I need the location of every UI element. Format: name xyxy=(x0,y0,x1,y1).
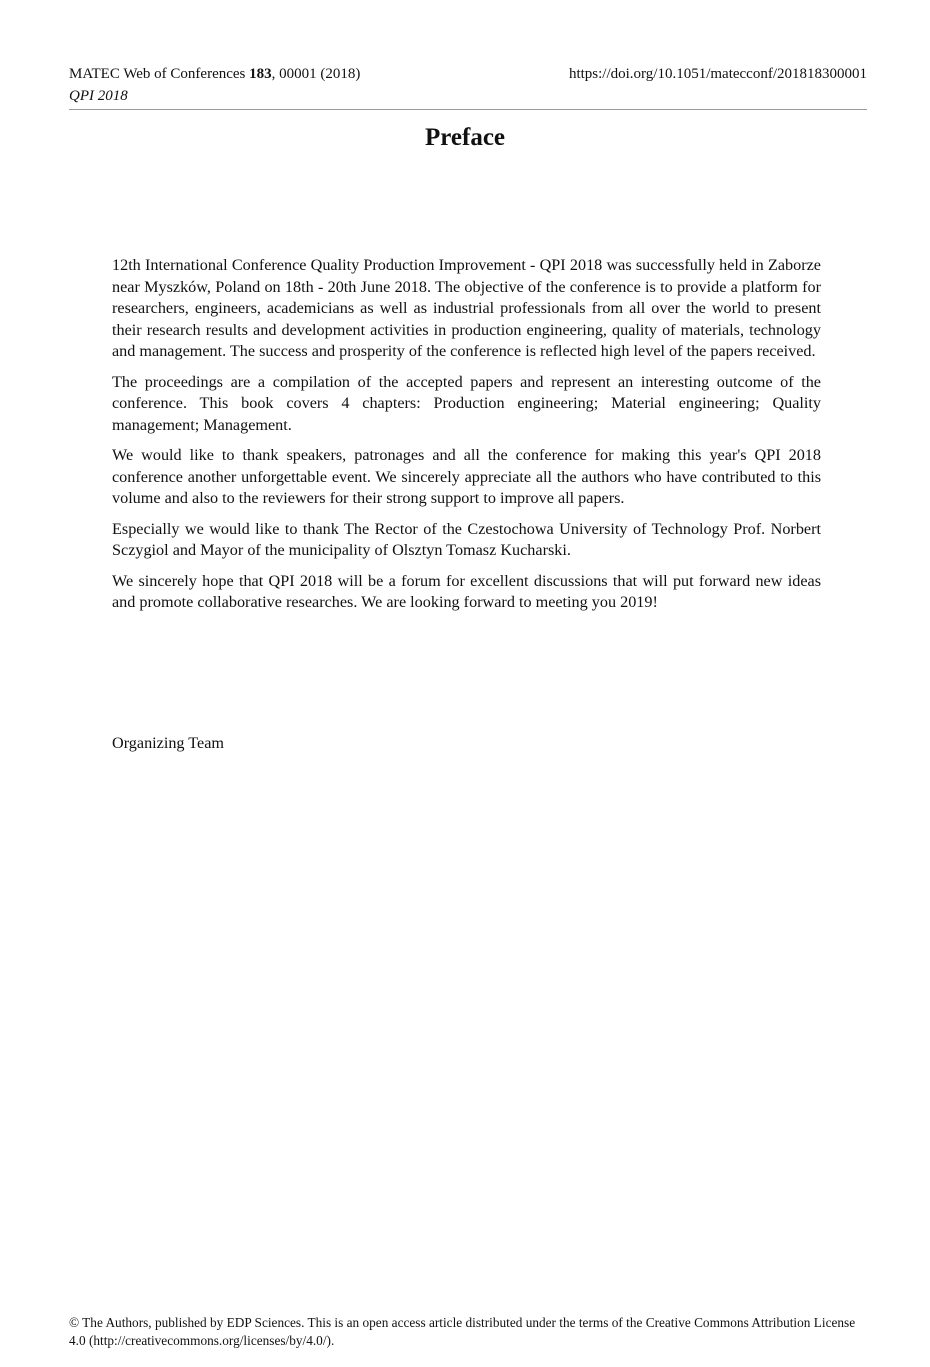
page-title: Preface xyxy=(424,124,506,151)
page-header xyxy=(69,64,867,110)
doi-link[interactable]: https://doi.org/10.1051/matecconf/201818300001 xyxy=(568,66,867,82)
license-footer: © The Authors, published by EDP Sciences. This is an open access article distributed under the terms of the Creative Commons Attribution License 4.0 (http://creativecommons.org/licenses/by/4.0/). xyxy=(69,1315,856,1348)
conference-issue: QPI 2018 xyxy=(69,88,128,104)
signoff: Organizing Team xyxy=(112,734,224,752)
journal-name: MATEC Web of Conferences xyxy=(69,66,250,82)
article-number: , 00001 (2018) xyxy=(271,66,361,82)
paragraph-3: We would like to thank speakers, patronages and all the conference for making this year's QPI 2018 conference another unforgettable event. We sincerely appreciate all the authors who have contributed to this volume and also to the reviewers for their strong support to improve all papers. xyxy=(112,446,821,507)
journal-citation xyxy=(69,64,360,84)
preface-body xyxy=(112,255,821,623)
paragraph-1: 12th International Conference Quality Production Improvement - QPI 2018 was successfully held in Zaborze near Myszków, Poland on 18th - 20th June 2018. The objective of the conference is to provide a platform for researchers, engineers, academicians as well as industrial professionals from all over the world to present their research results and development activities in production engineering, quality of materials, technology and management. The success and prosperity of the conference is reflected high level of the papers received. xyxy=(112,256,821,360)
paragraph-2: The proceedings are a compilation of the accepted papers and represent an interesting outcome of the conference. This book covers 4 chapters: Production engineering; Material engineering; Quality management; Management. xyxy=(112,372,821,434)
paragraph-5: We sincerely hope that QPI 2018 will be a forum for excellent discussions that will put forward new ideas and promote collaborative researches. We are looking forward to meeting you 2019! xyxy=(112,571,821,611)
journal-volume: 183 xyxy=(249,66,272,82)
paragraph-4: Especially we would like to thank The Rector of the Czestochowa University of Technology Prof. Norbert Sczygiol and Mayor of the municipality of Olsztyn Tomasz Kucharski. xyxy=(112,519,821,559)
